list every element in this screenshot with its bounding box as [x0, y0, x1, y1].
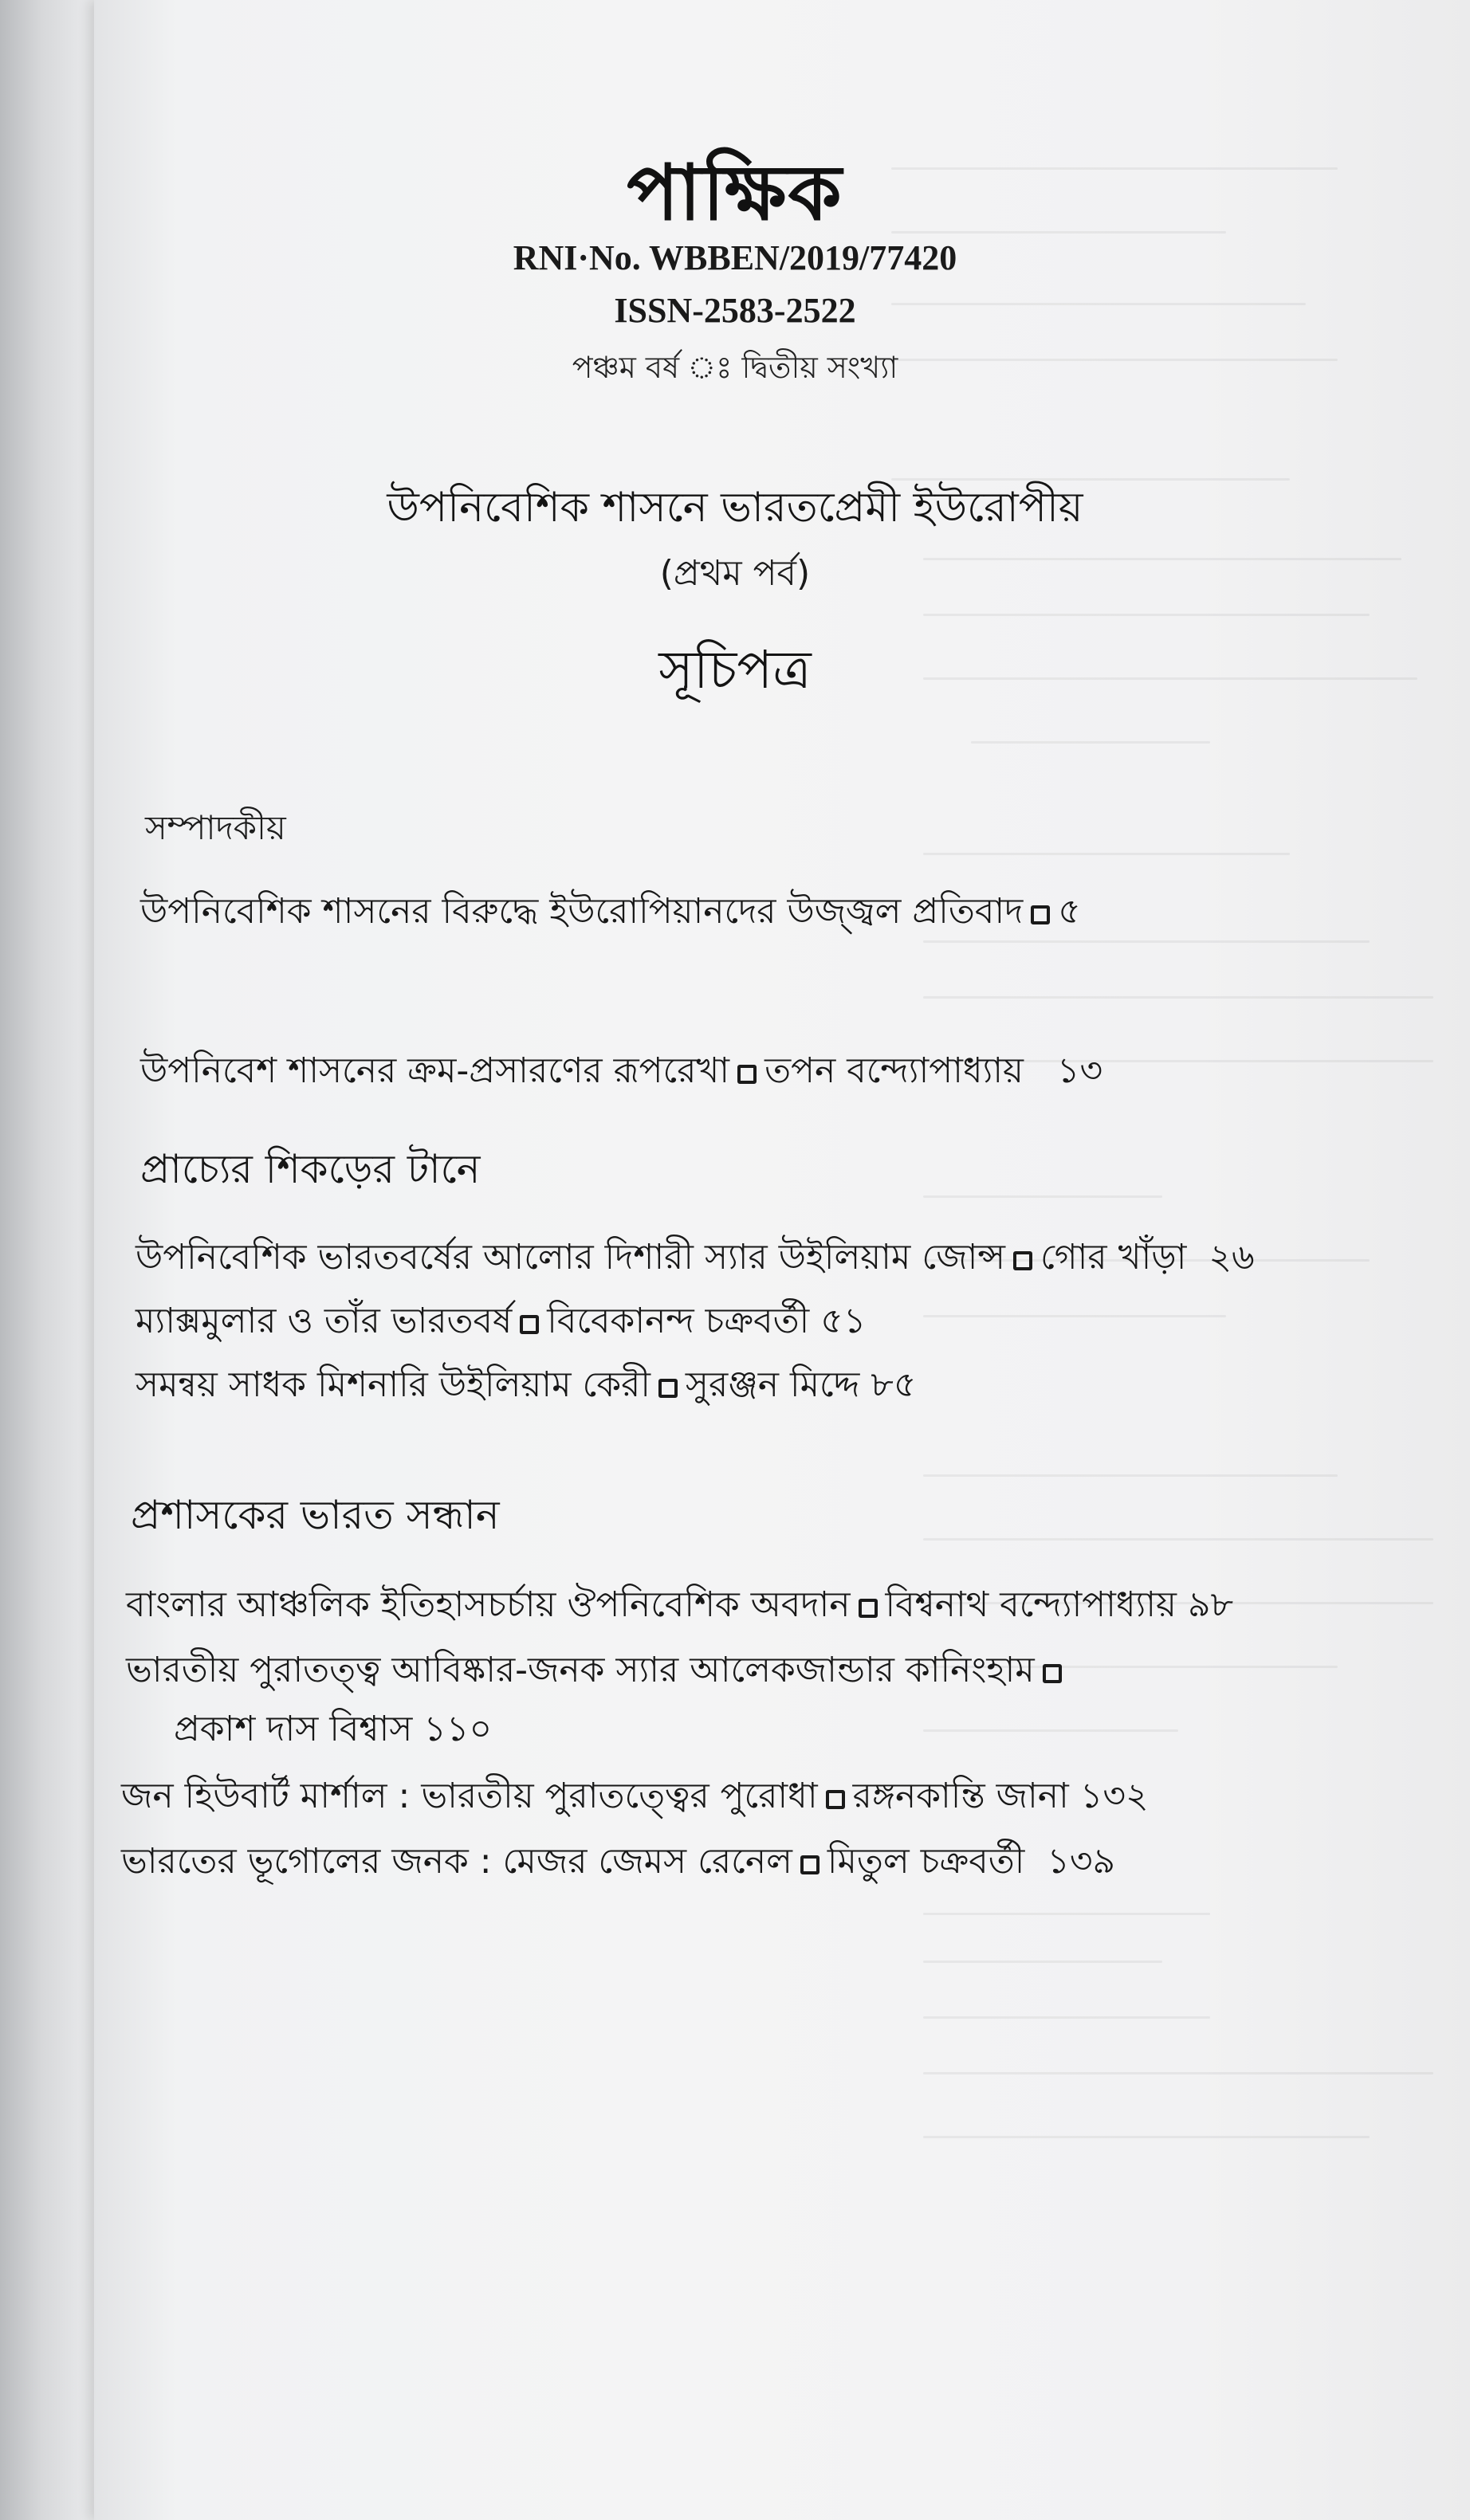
entry-page: ৮৫ — [871, 1364, 917, 1405]
square-bullet-icon — [520, 1315, 539, 1334]
toc-entry — [121, 1769, 1149, 1827]
entry-title: সমন্বয় সাধক মিশনারি উইলিয়াম কেরী — [136, 1364, 650, 1405]
toc-entry — [136, 1358, 916, 1416]
toc-entry — [126, 1578, 1233, 1636]
section-heading-1: প্রাচ্যের শিকড়ের টানে — [140, 1146, 481, 1192]
toc-entry — [140, 885, 1081, 943]
entry-page: ২৬ — [1209, 1237, 1255, 1278]
square-bullet-icon — [658, 1379, 678, 1398]
square-bullet-icon — [737, 1065, 757, 1084]
toc-heading: সূচিপত্র — [658, 639, 812, 701]
toc-entry — [136, 1231, 1255, 1289]
entry-author: তপন বন্দ্যোপাধ্যায় — [764, 1050, 1024, 1091]
square-bullet-icon — [1031, 905, 1050, 924]
entry-title: উপনিবেশ শাসনের ক্রম-প্রসারণের রূপরেখা — [140, 1050, 730, 1091]
entry-author: সুরঞ্জন মিদ্দে — [685, 1364, 860, 1405]
square-bullet-icon — [1013, 1251, 1032, 1270]
rni-number: RNI·No. WBBEN/2019/77420 — [513, 238, 957, 277]
entry-page: ১৩২ — [1079, 1776, 1149, 1816]
issn-number: ISSN-2583-2522 — [614, 291, 856, 330]
entry-title: ভারতের ভূগোলের জনক : মেজর জেমস রেনেল — [121, 1841, 792, 1882]
entry-title: ম্যাক্সমুলার ও তাঁর ভারতবর্ষ — [136, 1301, 513, 1341]
entry-title: ভারতীয় পুরাতত্ত্ব আবিষ্কার-জনক স্যার আলেকজান্ডার কানিংহাম — [126, 1650, 1035, 1690]
toc-entry — [136, 1294, 866, 1352]
toc-entry — [121, 1835, 1115, 1893]
entry-title: উপনিবেশিক ভারতবর্ষের আলোর দিশারী স্যার উইলিয়াম জোন্স — [136, 1237, 1005, 1278]
entry-page: ৫১ — [820, 1301, 867, 1341]
issue-label: পঞ্চম বর্ষ ঃ দ্বিতীয় সংখ্যা — [572, 350, 898, 385]
toc-entry-continuation — [174, 1702, 492, 1760]
square-bullet-icon — [859, 1599, 878, 1618]
square-bullet-icon — [800, 1855, 820, 1874]
square-bullet-icon — [1043, 1664, 1062, 1683]
square-bullet-icon — [826, 1790, 845, 1809]
entry-page: ১৩৯ — [1047, 1841, 1116, 1882]
section-heading-editorial: সম্পাদকীয় — [145, 808, 286, 847]
entry-author: মিতুল চক্রবর্তী — [827, 1841, 1025, 1882]
entry-author: বিবেকানন্দ চক্রবর্তী — [547, 1301, 810, 1341]
topic-part: (প্রথম পর্ব) — [659, 553, 811, 594]
entry-title: বাংলার আঞ্চলিক ইতিহাসচর্চায় ঔপনিবেশিক অবদান — [126, 1584, 851, 1625]
entry-page: ৫ — [1058, 891, 1081, 932]
section-heading-2: প্রশাসকের ভারত সন্ধান — [131, 1492, 500, 1538]
entry-author: বিশ্বনাথ বন্দ্যোপাধ্যায় — [885, 1584, 1177, 1625]
toc-entry — [126, 1643, 1070, 1702]
topic-title: উপনিবেশিক শাসনে ভারতপ্রেমী ইউরোপীয় — [387, 484, 1083, 532]
entry-author: রঙ্গনকান্তি জানা — [852, 1776, 1069, 1816]
toc-entry — [140, 1044, 1102, 1102]
entry-author: প্রকাশ দাস বিশ্বাস — [174, 1709, 413, 1749]
entry-page: ৯৮ — [1187, 1584, 1234, 1625]
entry-page: ১১০ — [423, 1709, 493, 1749]
entry-page: ১৩ — [1056, 1050, 1103, 1091]
masthead-logo: পাক্ষিক — [627, 148, 843, 237]
entry-title: উপনিবেশিক শাসনের বিরুদ্ধে ইউরোপিয়ানদের উজ্জ্বল প্রতিবাদ — [140, 891, 1024, 932]
entry-title: জন হিউবার্ট মার্শাল : ভারতীয় পুরাতত্ত্বের পুরোধা — [121, 1776, 818, 1816]
entry-author: গোর খাঁড়া — [1040, 1237, 1187, 1278]
